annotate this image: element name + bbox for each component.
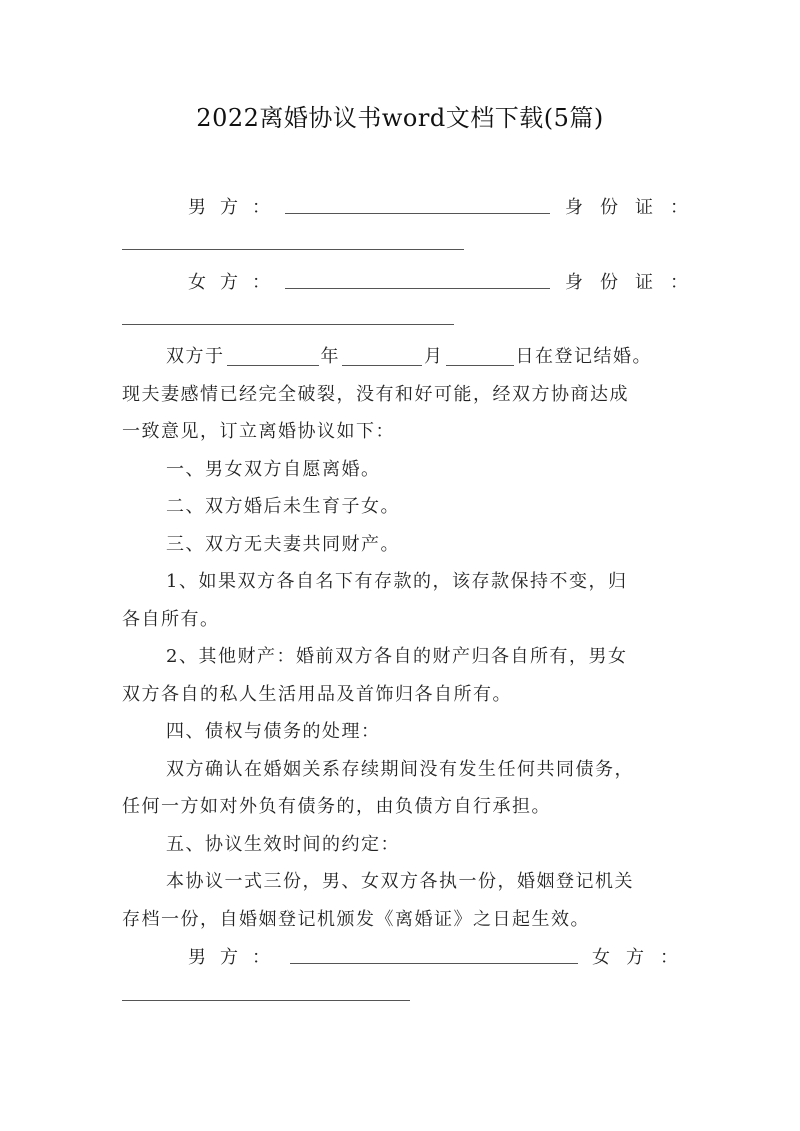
male-id-blank[interactable] bbox=[122, 249, 464, 250]
clause-3-1-cont: 各自所有。 bbox=[122, 608, 220, 630]
female-name-blank[interactable] bbox=[285, 288, 550, 289]
marriage-year: 年 bbox=[320, 346, 340, 367]
month-blank[interactable] bbox=[342, 345, 422, 366]
clause-2: 二、双方婚后未生育子女。 bbox=[166, 496, 400, 517]
female-id-blank[interactable] bbox=[122, 324, 454, 325]
male-name-blank[interactable] bbox=[285, 213, 550, 214]
day-blank[interactable] bbox=[446, 345, 514, 366]
female-label: 女方： bbox=[188, 272, 284, 293]
clause-3-2-cont: 双方各自的私人生活用品及首饰归各自所有。 bbox=[122, 683, 512, 705]
clause-3-1: 1、如果双方各自名下有存款的，该存款保持不变，归 bbox=[166, 571, 628, 592]
signature-female-label: 女方： bbox=[592, 947, 694, 968]
clause-5-text: 本协议一式三份，男、女双方各执一份，婚姻登记机关 bbox=[166, 871, 634, 892]
year-blank[interactable] bbox=[227, 345, 319, 366]
male-id-label: 身份证： bbox=[565, 197, 705, 218]
paragraph-line: 一致意见，订立离婚协议如下： bbox=[122, 421, 395, 442]
male-label: 男方： bbox=[188, 197, 284, 218]
female-id-label: 身份证： bbox=[565, 272, 705, 293]
marriage-prefix: 双方于 bbox=[166, 346, 225, 367]
clause-4: 四、债权与债务的处理： bbox=[166, 721, 381, 742]
clause-5: 五、协议生效时间的约定： bbox=[166, 833, 400, 855]
clause-4-cont: 任何一方如对外负有债务的，由负债方自行承担。 bbox=[122, 796, 551, 817]
male-party-row bbox=[0, 193, 800, 223]
document-title: 2022离婚协议书word文档下载(5篇) bbox=[196, 104, 604, 132]
signature-male-label: 男方： bbox=[188, 947, 284, 968]
clause-3: 三、双方无夫妻共同财产。 bbox=[166, 533, 400, 555]
clause-4-text: 双方确认在婚姻关系存续期间没有发生任何共同债务， bbox=[166, 758, 634, 780]
signature-male-blank[interactable] bbox=[290, 963, 578, 964]
clause-3-2: 2、其他财产：婚前双方各自的财产归各自所有，男女 bbox=[166, 646, 628, 667]
female-party-row bbox=[0, 268, 800, 298]
body-text bbox=[122, 338, 687, 938]
marriage-date-line bbox=[122, 338, 687, 376]
signature-row bbox=[0, 943, 800, 973]
clause-1: 一、男女双方自愿离婚。 bbox=[166, 458, 381, 480]
marriage-month: 月 bbox=[424, 346, 444, 367]
paragraph-line: 现夫妻感情已经完全破裂，没有和好可能，经双方协商达成 bbox=[122, 383, 629, 405]
clause-5-cont: 存档一份，自婚姻登记机颁发《离婚证》之日起生效。 bbox=[122, 908, 590, 930]
signature-female-blank[interactable] bbox=[122, 1000, 410, 1001]
marriage-suffix: 日在登记结婚。 bbox=[515, 346, 652, 367]
